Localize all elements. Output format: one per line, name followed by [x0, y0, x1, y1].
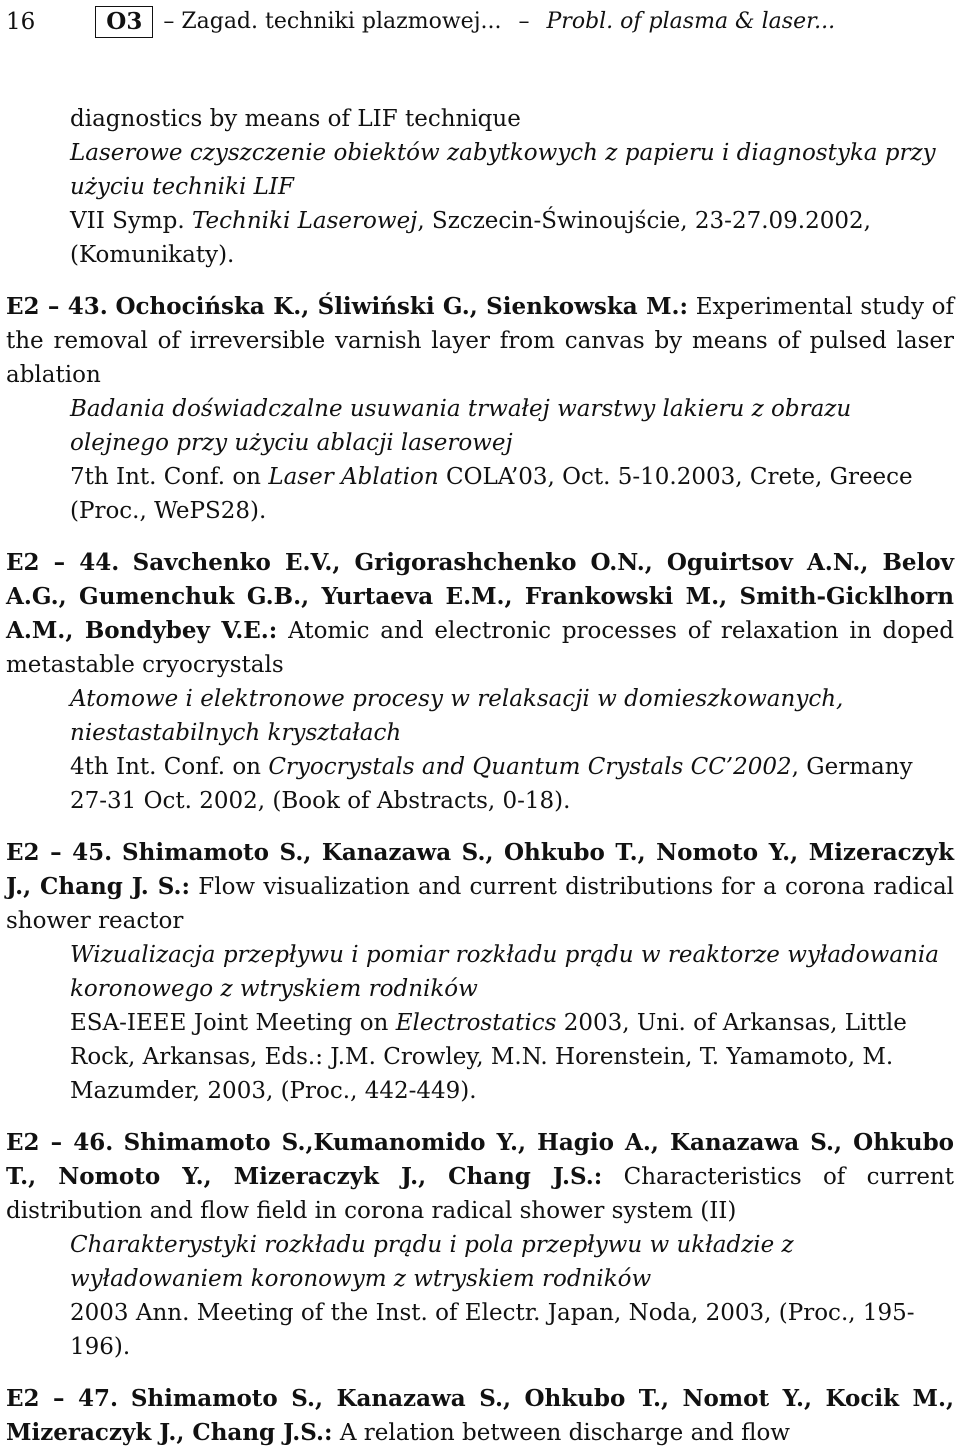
entry-title-en: Atomic and electronic processes of relaxation in doped metastable cryocrystals: [6, 618, 955, 678]
entry-venue: 2003 Ann. Meeting of the Inst. of Electr. Japan, Noda, 2003, (Proc., 195-196).: [70, 1300, 915, 1360]
entry-title-pl: Charakterystyki rozkładu prądu i pola przepływu w układzie z wyładowaniem koronowym z wtryskiem rodników: [70, 1232, 794, 1292]
entry-venue: ESA-IEEE Joint Meeting on Electrostatics 2003, Uni. of Arkansas, Little Rock, Arkansas, Eds.: J.M. Crowley, M.N. Horenstein, T. Yamamoto, M. Mazumder, 2003, (Proc., 442-449).: [70, 1010, 907, 1104]
bib-entry-43: [6, 290, 954, 528]
entry-title-pl: Wizualizacja przepływu i pomiar rozkładu prądu w reaktorze wyładowania koronowego z wtryskiem rodników: [70, 942, 939, 1002]
entry-title-pl: Atomowe i elektronowe procesy w relaksacji w domieszkowanych, niestastabilnych kryształach: [70, 686, 844, 746]
entry-authors: Shimamoto S., Kanazawa S., Ohkubo T., Nomoto Y., Mizeraczyk J., Chang J. S.:: [6, 839, 955, 900]
entry-label: E2 – 45.: [6, 839, 113, 866]
entry-title-pl: Badania doświadczalne usuwania trwałej warstwy lakieru z obrazu olejnego przy użyciu ablacji laserowej: [70, 396, 852, 456]
section-code-box: O3: [95, 6, 153, 38]
entry-heading: [6, 546, 954, 682]
entry-title-en: Flow visualization and current distributions for a corona radical shower reactor: [6, 874, 955, 934]
entry-title-pl: Laserowe czyszczenie obiektów zabytkowych z papieru i diagnostyka przy użyciu techniki LIF: [70, 140, 936, 200]
header-dash-2: –: [518, 9, 530, 34]
entry-title-en: Characteristics of current distribution and flow field in corona radical shower system (II): [6, 1164, 954, 1224]
entry-authors: Ochocińska K., Śliwiński G., Sienkowska M.:: [115, 293, 689, 320]
entry-venue: 4th Int. Conf. on Cryocrystals and Quantum Crystals CC’2002, Germany 27-31 Oct. 2002, (Book of Abstracts, 0-18).: [70, 754, 913, 814]
header-title: [163, 5, 835, 39]
header-title-pl: Zagad. techniki plazmowej...: [181, 9, 502, 34]
continued-entry: [6, 102, 954, 272]
entry-heading: [6, 1382, 954, 1450]
running-header: [6, 2, 954, 42]
bib-entry-46: [6, 1126, 954, 1364]
entry-venue: VII Symp. Techniki Laserowej, Szczecin-Świnoujście, 23-27.09.2002, (Komunikaty).: [70, 208, 871, 268]
header-dash-1: –: [163, 9, 175, 34]
header-title-en: Probl. of plasma & laser...: [546, 9, 836, 34]
entry-label: E2 – 46.: [6, 1129, 114, 1156]
entry-title-en: diagnostics by means of LIF technique: [70, 106, 521, 132]
entry-authors: Savchenko E.V., Grigorashchenko O.N., Oguirtsov A.N., Belov A.G., Gumenchuk G.B., Yurtaeva E.M., Frankowski M., Smith-Gicklhorn A.M., Bondybey V.E.:: [6, 549, 954, 644]
bib-entry-45: [6, 836, 954, 1108]
entry-label: E2 – 47.: [6, 1385, 119, 1412]
entry-authors: Shimamoto S.,Kumanomido Y., Hagio A., Kanazawa S., Ohkubo T., Nomoto Y., Mizeraczyk J., Chang J.S.:: [6, 1129, 954, 1190]
entry-heading: [6, 290, 954, 392]
entry-title-en: Experimental study of the removal of irreversible varnish layer from canvas by means of pulsed laser ablation: [6, 294, 954, 388]
entry-label: E2 – 43.: [6, 293, 108, 320]
bib-entry-47: [6, 1382, 954, 1450]
entry-heading: [6, 1126, 954, 1228]
entry-venue: 7th Int. Conf. on Laser Ablation COLA’03, Oct. 5-10.2003, Crete, Greece (Proc., WePS28).: [70, 464, 913, 524]
bib-entry-44: [6, 546, 954, 818]
entry-authors: Shimamoto S., Kanazawa S., Ohkubo T., Nomot Y., Kocik M., Mizeraczyk J., Chang J.S.:: [6, 1385, 954, 1446]
entry-heading: [6, 836, 954, 938]
entry-label: E2 – 44.: [6, 549, 120, 576]
entry-title-en: A relation between discharge and flow: [339, 1420, 790, 1446]
page-number: 16: [6, 9, 36, 35]
bibliography-list: [6, 102, 954, 1450]
